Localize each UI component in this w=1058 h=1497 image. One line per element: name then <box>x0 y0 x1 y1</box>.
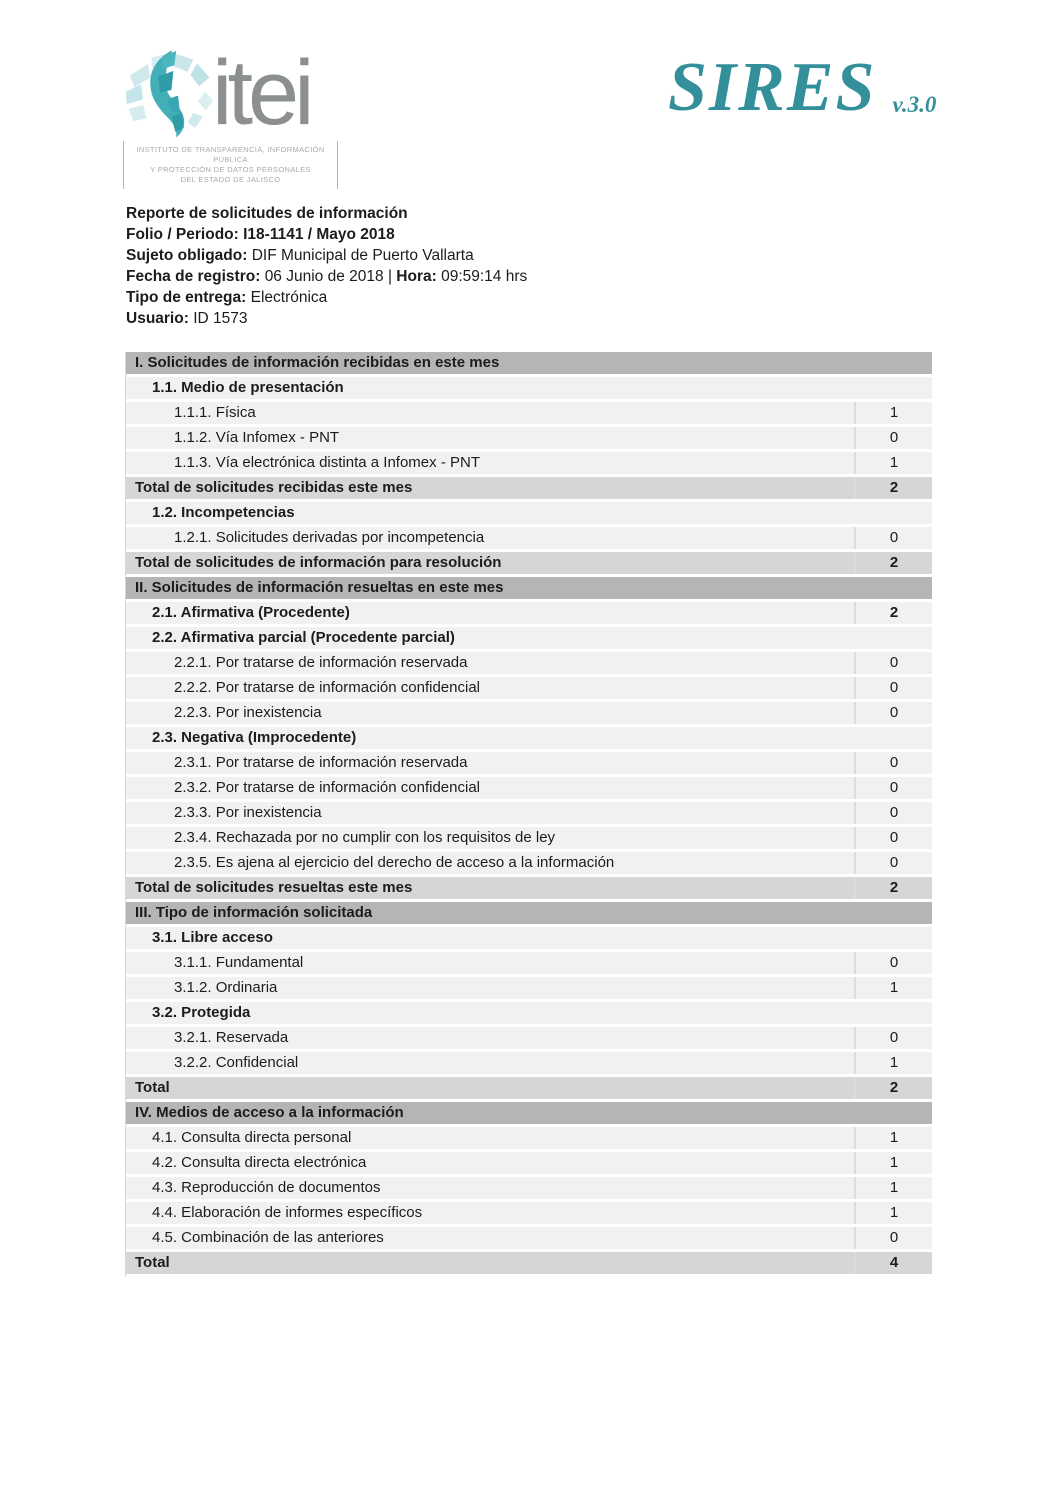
table-row <box>126 377 932 399</box>
table-row <box>126 752 932 774</box>
row-label: 3.2. Protegida <box>152 1004 251 1021</box>
row-value: 0 <box>854 827 932 849</box>
entrega-value: Electrónica <box>250 289 328 306</box>
sires-logo <box>668 48 936 128</box>
row-label: 3.2.1. Reservada <box>174 1029 289 1046</box>
report-fecha-line <box>126 266 766 287</box>
table-row <box>126 1027 932 1049</box>
itei-caption-line: Y PROTECCIÓN DE DATOS PERSONALES <box>150 165 311 174</box>
table-row <box>126 502 932 524</box>
table-row <box>126 1127 932 1149</box>
row-value: 1 <box>854 1202 932 1224</box>
row-value: 0 <box>854 527 932 549</box>
row-label: 4.5. Combinación de las anteriores <box>152 1229 384 1246</box>
row-label: 4.3. Reproducción de documentos <box>152 1179 381 1196</box>
folio-value: I18-1141 / Mayo 2018 <box>243 226 395 243</box>
row-label: 4.1. Consulta directa personal <box>152 1129 352 1146</box>
table-row <box>126 1077 932 1099</box>
table-row <box>126 1227 932 1249</box>
row-value: 1 <box>854 1177 932 1199</box>
entrega-label: Tipo de entrega: <box>126 289 247 306</box>
table-row <box>126 877 932 899</box>
row-value: 0 <box>854 1227 932 1249</box>
row-label: IV. Medios de acceso a la información <box>135 1104 404 1121</box>
row-label: 2.3. Negativa (Improcedente) <box>152 729 357 746</box>
table-row <box>126 677 932 699</box>
row-value: 0 <box>854 777 932 799</box>
row-value: 0 <box>854 677 932 699</box>
itei-globe-icon <box>123 50 218 145</box>
row-label: 2.2.2. Por tratarse de información confidencial <box>174 679 480 696</box>
row-value: 0 <box>854 1027 932 1049</box>
row-value: 2 <box>854 877 932 899</box>
row-value: 0 <box>854 802 932 824</box>
row-label: 3.1.2. Ordinaria <box>174 979 278 996</box>
row-value: 0 <box>854 852 932 874</box>
row-value: 0 <box>854 702 932 724</box>
table-row <box>126 902 932 924</box>
row-label: 2.2.1. Por tratarse de información reservada <box>174 654 468 671</box>
report-title: Reporte de solicitudes de información <box>126 205 408 222</box>
sires-version: v.3.0 <box>892 92 937 117</box>
row-value: 1 <box>854 1127 932 1149</box>
report-table <box>125 352 932 1277</box>
table-row <box>126 577 932 599</box>
row-label: 2.3.3. Por inexistencia <box>174 804 322 821</box>
row-value: 0 <box>854 427 932 449</box>
table-row <box>126 1052 932 1074</box>
row-label: 2.3.2. Por tratarse de información confidencial <box>174 779 480 796</box>
table-row <box>126 402 932 424</box>
table-row <box>126 1177 932 1199</box>
row-label: 1.1.3. Vía electrónica distinta a Infomex - PNT <box>174 454 480 471</box>
row-label: III. Tipo de información solicitada <box>135 904 373 921</box>
table-row <box>126 627 932 649</box>
hora-value: 09:59:14 hrs <box>441 268 528 285</box>
table-row <box>126 1102 932 1124</box>
row-label: I. Solicitudes de información recibidas en este mes <box>135 354 500 371</box>
table-row <box>126 977 932 999</box>
row-value: 2 <box>854 602 932 624</box>
row-value: 2 <box>854 552 932 574</box>
table-row <box>126 352 932 374</box>
row-label: Total de solicitudes recibidas este mes <box>135 479 413 496</box>
row-label: 2.3.1. Por tratarse de información reservada <box>174 754 468 771</box>
table-row <box>126 477 932 499</box>
row-label: 3.2.2. Confidencial <box>174 1054 299 1071</box>
sujeto-label: Sujeto obligado: <box>126 247 248 264</box>
fecha-value: 06 Junio de 2018 <box>264 268 384 285</box>
row-value: 1 <box>854 1152 932 1174</box>
itei-caption-line: DEL ESTADO DE JALISCO <box>180 175 281 184</box>
itei-logo <box>123 42 338 189</box>
folio-label: Folio / Periodo: <box>126 226 239 243</box>
table-row <box>126 427 932 449</box>
sires-wordmark: SIRES <box>668 49 877 126</box>
row-value: 1 <box>854 452 932 474</box>
table-row <box>126 652 932 674</box>
row-label: 4.2. Consulta directa electrónica <box>152 1154 367 1171</box>
report-sujeto-line <box>126 245 766 266</box>
table-row <box>126 1152 932 1174</box>
row-label: 3.1. Libre acceso <box>152 929 273 946</box>
row-label: 1.1. Medio de presentación <box>152 379 344 396</box>
row-label: Total de solicitudes de información para resolución <box>135 554 502 571</box>
report-usuario-line <box>126 308 766 329</box>
row-label: Total de solicitudes resueltas este mes <box>135 879 413 896</box>
row-label: 2.2. Afirmativa parcial (Procedente parcial) <box>152 629 455 646</box>
table-row <box>126 1002 932 1024</box>
table-row <box>126 777 932 799</box>
report-info <box>126 203 766 329</box>
table-row <box>126 727 932 749</box>
row-value: 1 <box>854 977 932 999</box>
row-value: 0 <box>854 652 932 674</box>
table-row <box>126 802 932 824</box>
table-row <box>126 552 932 574</box>
report-folio-line <box>126 224 766 245</box>
row-value: 1 <box>854 402 932 424</box>
table-row <box>126 452 932 474</box>
row-label: 1.1.2. Vía Infomex - PNT <box>174 429 340 446</box>
hora-label: Hora: <box>396 268 437 285</box>
row-label: 1.2. Incompetencias <box>152 504 295 521</box>
row-label: 2.3.5. Es ajena al ejercicio del derecho de acceso a la información <box>174 854 615 871</box>
itei-wordmark: itei <box>212 42 310 144</box>
row-value: 2 <box>854 1077 932 1099</box>
itei-caption <box>123 141 338 189</box>
row-label: 2.3.4. Rechazada por no cumplir con los requisitos de ley <box>174 829 556 846</box>
report-entrega-line <box>126 287 766 308</box>
row-label: 2.1. Afirmativa (Procedente) <box>152 604 350 621</box>
row-value: 4 <box>854 1252 932 1274</box>
row-label: II. Solicitudes de información resueltas en este mes <box>135 579 504 596</box>
row-label: 1.1.1. Física <box>174 404 256 421</box>
row-label: 4.4. Elaboración de informes específicos <box>152 1204 423 1221</box>
usuario-label: Usuario: <box>126 310 189 327</box>
row-label: Total <box>135 1254 170 1271</box>
fecha-label: Fecha de registro: <box>126 268 261 285</box>
row-value: 2 <box>854 477 932 499</box>
table-row <box>126 952 932 974</box>
table-row <box>126 927 932 949</box>
itei-caption-line: INSTITUTO DE TRANSPARENCIA, INFORMACIÓN PÚBLICA <box>136 145 325 164</box>
usuario-value: ID 1573 <box>193 310 248 327</box>
table-row <box>126 852 932 874</box>
row-label: 1.2.1. Solicitudes derivadas por incompetencia <box>174 529 485 546</box>
row-label: Total <box>135 1079 170 1096</box>
separator: | <box>387 268 392 285</box>
table-row <box>126 602 932 624</box>
row-value: 1 <box>854 1052 932 1074</box>
row-value: 0 <box>854 752 932 774</box>
row-label: 3.1.1. Fundamental <box>174 954 304 971</box>
sujeto-value: DIF Municipal de Puerto Vallarta <box>251 247 474 264</box>
row-label: 2.2.3. Por inexistencia <box>174 704 322 721</box>
row-value: 0 <box>854 952 932 974</box>
table-row <box>126 1252 932 1274</box>
table-row <box>126 1202 932 1224</box>
table-row <box>126 527 932 549</box>
table-row <box>126 827 932 849</box>
table-row <box>126 702 932 724</box>
